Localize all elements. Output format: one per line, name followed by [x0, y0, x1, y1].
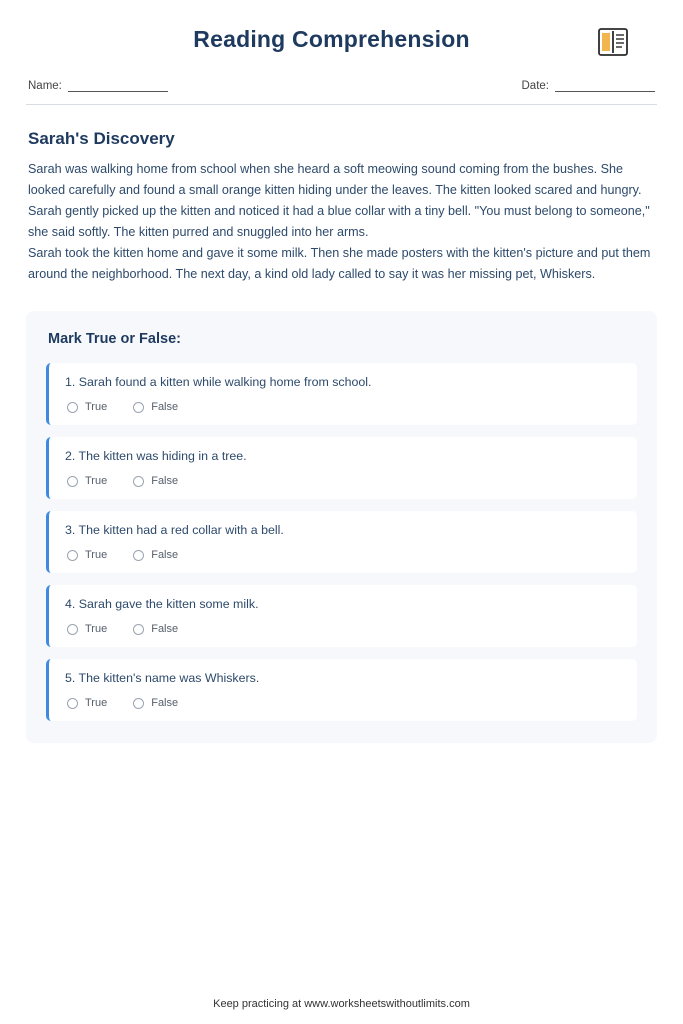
- option-true[interactable]: [67, 401, 107, 413]
- name-label: Name:: [28, 80, 62, 92]
- option-true-label: True: [85, 401, 108, 413]
- answer-options: [65, 623, 623, 635]
- option-true-label: True: [85, 475, 108, 487]
- radio-true-icon[interactable]: [67, 550, 78, 561]
- option-false-label: False: [151, 623, 179, 635]
- option-false[interactable]: [133, 623, 178, 635]
- date-label: Date:: [521, 80, 549, 92]
- option-false-label: False: [151, 401, 179, 413]
- questions-panel: [26, 311, 657, 743]
- question-text: 1. Sarah found a kitten while walking home from school.: [65, 375, 372, 389]
- option-false[interactable]: [133, 401, 178, 413]
- reading-passage: [26, 105, 657, 285]
- name-input-line[interactable]: [68, 81, 168, 92]
- option-false[interactable]: [133, 475, 178, 487]
- option-false[interactable]: [133, 697, 178, 709]
- question-item: [46, 363, 637, 425]
- answer-options: [65, 697, 623, 709]
- answer-options: [65, 401, 623, 413]
- question-text: 3. The kitten had a red collar with a bell.: [65, 523, 284, 537]
- option-false-label: False: [151, 475, 179, 487]
- passage-body: [28, 159, 655, 285]
- option-false-label: False: [151, 697, 179, 709]
- question-item: [46, 511, 637, 573]
- page-title: Reading Comprehension: [193, 26, 470, 52]
- radio-true-icon[interactable]: [67, 624, 78, 635]
- page-header: [26, 0, 657, 66]
- option-false-label: False: [151, 549, 179, 561]
- radio-true-icon[interactable]: [67, 698, 78, 709]
- option-true-label: True: [85, 623, 108, 635]
- radio-false-icon[interactable]: [133, 550, 144, 561]
- answer-options: [65, 475, 623, 487]
- passage-title: Sarah's Discovery: [28, 129, 175, 148]
- answer-options: [65, 549, 623, 561]
- page-footer: Keep practicing at www.worksheetswithoutlimits.com: [213, 998, 470, 1010]
- name-date-row: [26, 66, 657, 100]
- option-true[interactable]: [67, 549, 107, 561]
- option-true-label: True: [85, 549, 108, 561]
- question-item: [46, 585, 637, 647]
- question-text: 4. Sarah gave the kitten some milk.: [65, 597, 259, 611]
- name-field-group: [28, 80, 168, 92]
- radio-false-icon[interactable]: [133, 624, 144, 635]
- option-true[interactable]: [67, 623, 107, 635]
- question-item: [46, 659, 637, 721]
- passage-paragraph: Sarah took the kitten home and gave it some milk. Then she made posters with the kitten's picture and put them around the neighborhood. The next day, a kind old lady called to say it was her missing pet, Whiskers.: [28, 246, 651, 281]
- date-field-group: [522, 80, 656, 92]
- radio-false-icon[interactable]: [133, 476, 144, 487]
- passage-paragraph: Sarah was walking home from school when she heard a soft meowing sound coming from the bushes. She looked carefully and found a small orange kitten hiding under the leaves. The kitten looked scared and hungry.: [28, 162, 642, 197]
- question-text: 5. The kitten's name was Whiskers.: [65, 671, 260, 685]
- radio-true-icon[interactable]: [67, 402, 78, 413]
- option-true-label: True: [85, 697, 108, 709]
- question-text: 2. The kitten was hiding in a tree.: [65, 449, 247, 463]
- option-false[interactable]: [133, 549, 178, 561]
- option-true[interactable]: [67, 475, 107, 487]
- radio-false-icon[interactable]: [133, 698, 144, 709]
- questions-section-title: Mark True or False:: [48, 331, 181, 347]
- option-true[interactable]: [67, 697, 107, 709]
- radio-false-icon[interactable]: [133, 402, 144, 413]
- question-item: [46, 437, 637, 499]
- date-input-line[interactable]: [555, 81, 655, 92]
- open-book-icon: [593, 22, 633, 62]
- radio-true-icon[interactable]: [67, 476, 78, 487]
- passage-paragraph: Sarah gently picked up the kitten and noticed it had a blue collar with a tiny bell. "You must belong to someone," she said softly. The kitten purred and snuggled into her arms.: [28, 204, 650, 239]
